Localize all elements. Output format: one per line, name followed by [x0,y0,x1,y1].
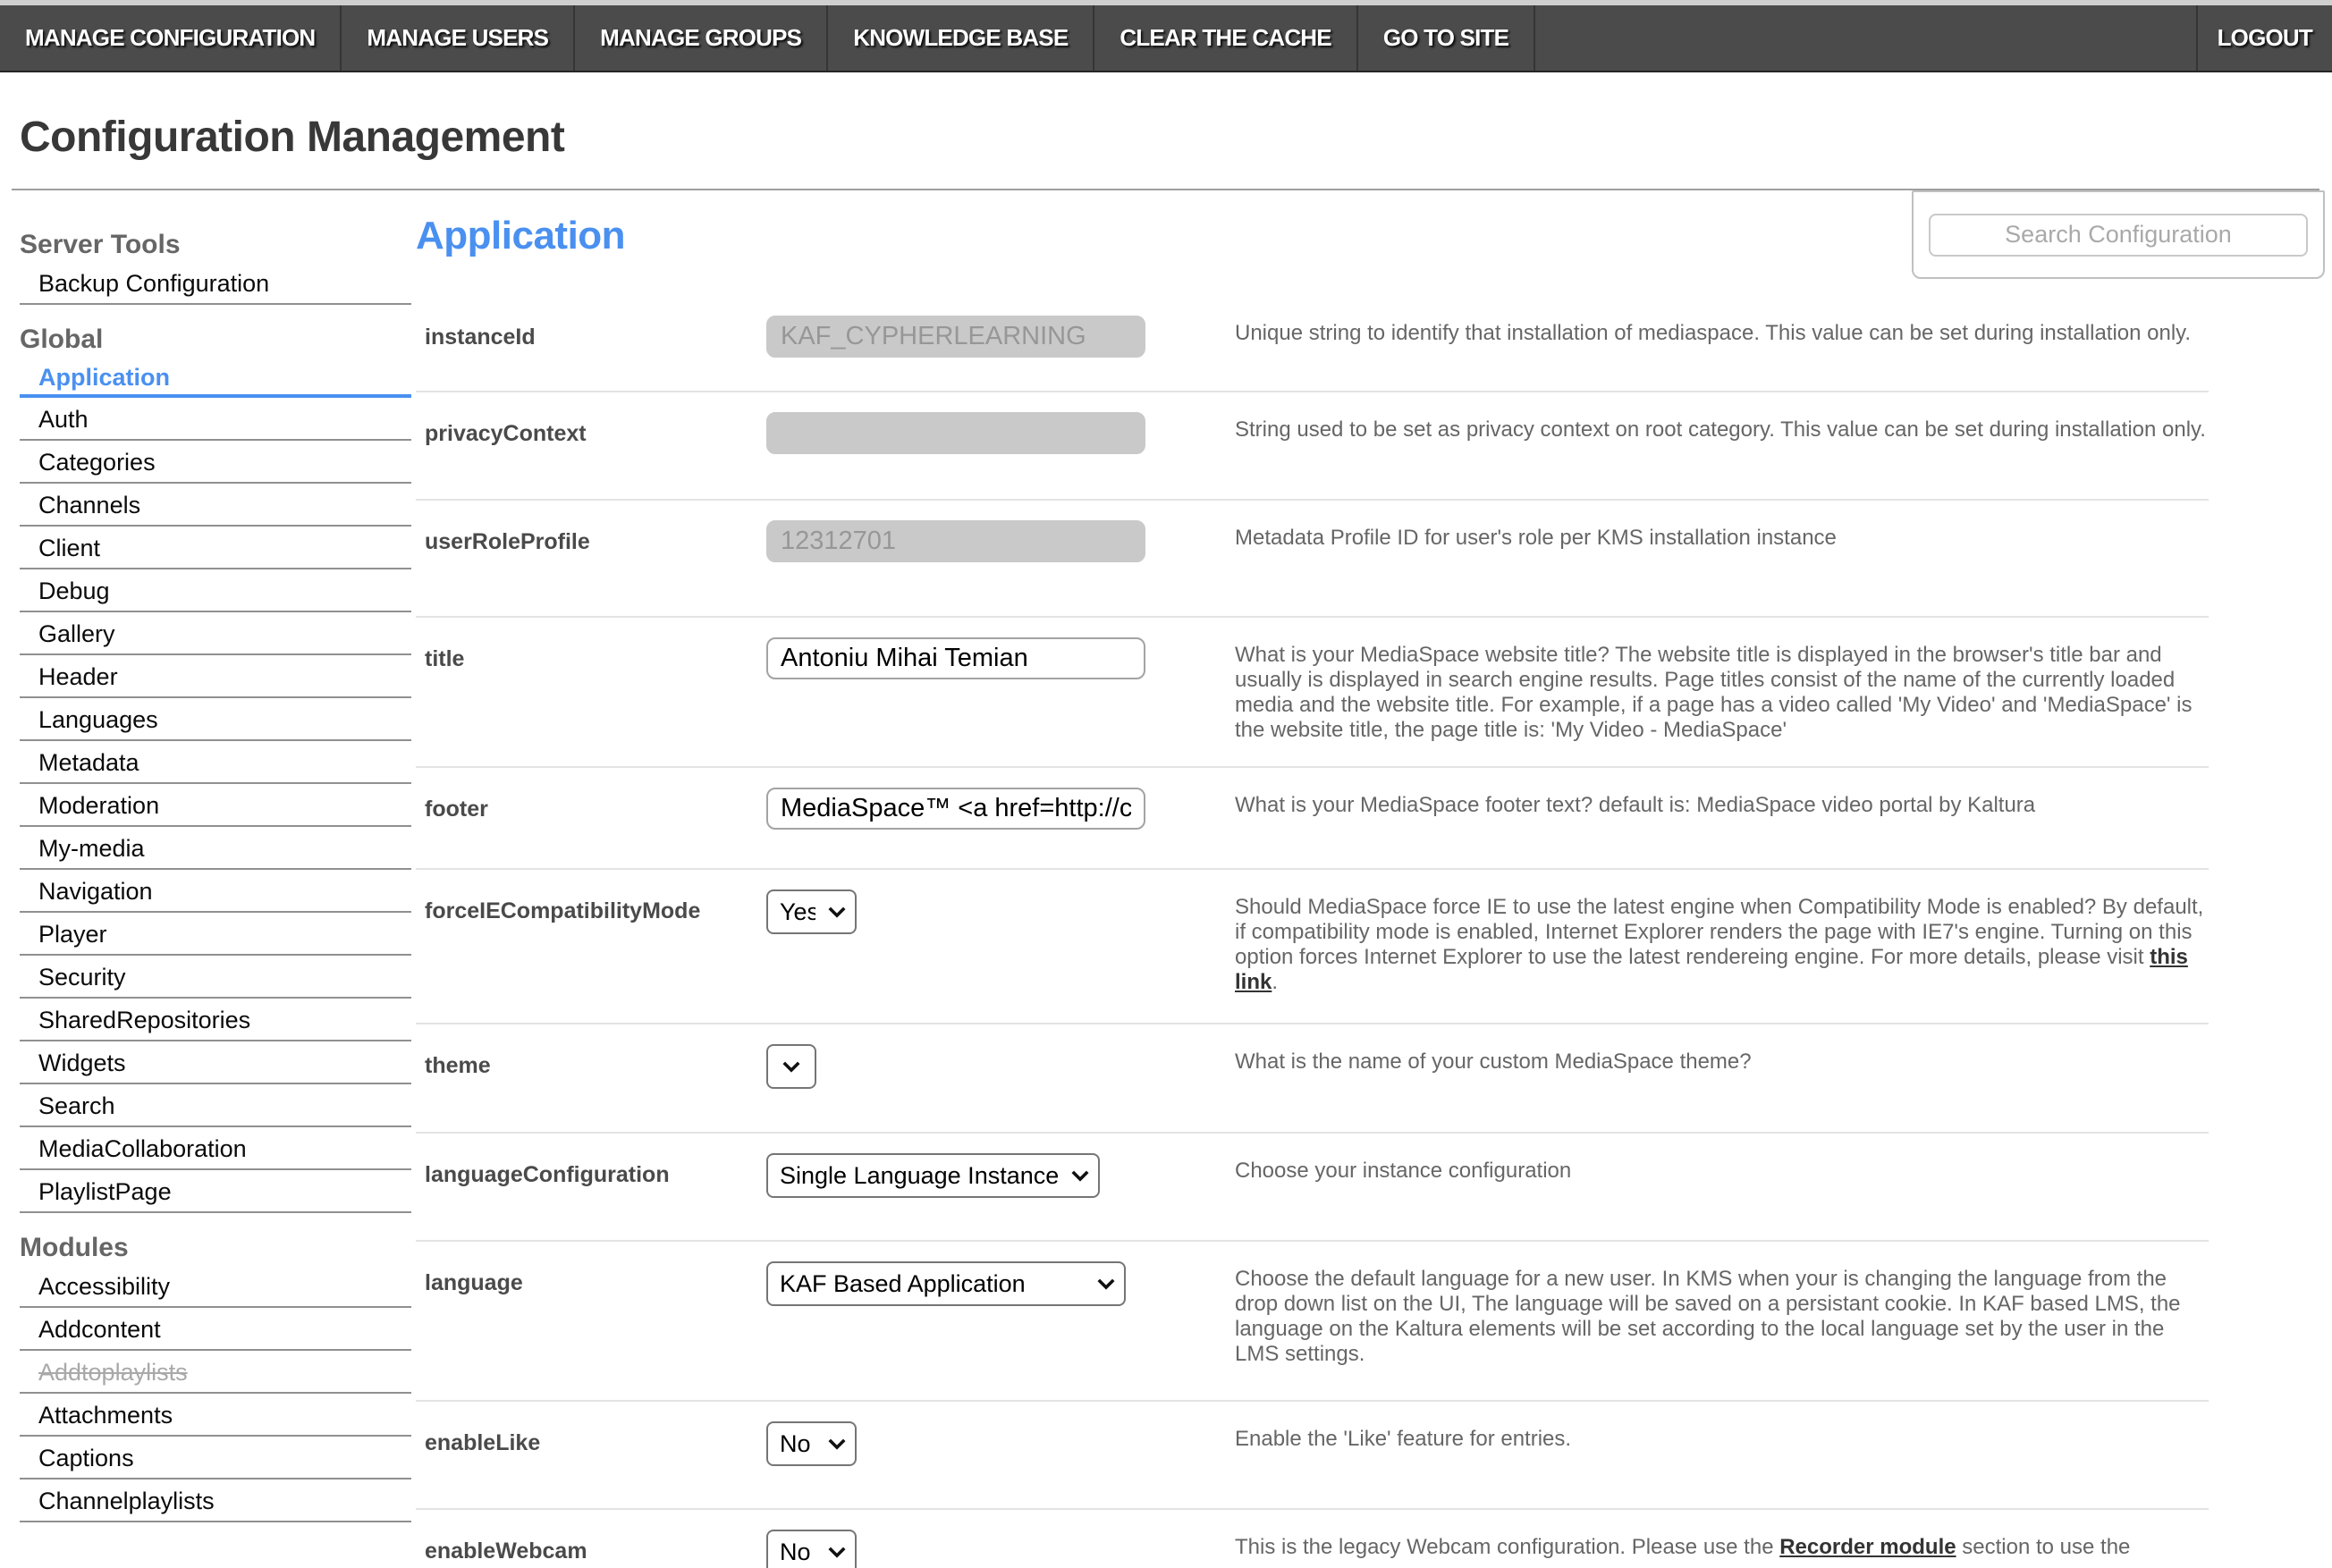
field-label: forceIECompatibilityMode [425,898,701,923]
title-input[interactable] [766,637,1145,679]
field-label: theme [425,1053,491,1078]
content-area [0,190,2332,1568]
sidebar-section-server-tools: Server Tools [20,230,181,259]
sidebar-item-channels[interactable]: Channels [20,484,411,527]
sidebar-item-auth[interactable]: Auth [20,398,411,441]
sidebar-item-channelplaylists[interactable]: Channelplaylists [20,1479,411,1522]
this-link[interactable]: this link [1235,945,2188,994]
sidebar-item-backup-configuration[interactable]: Backup Configuration [20,262,411,305]
nav-manage-groups[interactable]: MANAGE GROUPS [575,5,828,71]
nav-go-to-site[interactable]: GO TO SITE [1358,5,1535,71]
nav-manage-configuration[interactable]: MANAGE CONFIGURATION [0,5,342,71]
config-row-footer [416,768,2209,870]
sidebar-item-accessibility[interactable]: Accessibility [20,1265,411,1308]
field-description: Should MediaSpace force IE to use the latest engine when Compatibility Mode is enabled? By default, if compatibility mode is enabled, Internet Explorer renders the page with IE7's engine. Turning on this option forces Internet Explorer to use the latest rendereing engine. For more details, please visit this link. [1235,895,2204,994]
config-row-title [416,618,2209,768]
main-panel [411,190,2332,1568]
config-row-privacycontext [416,392,2209,501]
field-label: title [425,646,465,671]
sidebar-item-client[interactable]: Client [20,527,411,569]
field-label: languageConfiguration [425,1162,670,1187]
sidebar-item-categories[interactable]: Categories [20,441,411,484]
enablelike-select[interactable] [766,1421,857,1466]
search-configuration-input[interactable] [1929,214,2308,257]
sidebar [0,190,411,1522]
page-title: Configuration Management [20,114,565,161]
field-description: Unique string to identify that installation of mediaspace. This value can be set during installation only. [1235,321,2192,345]
sidebar-item-captions[interactable]: Captions [20,1437,411,1479]
field-label: privacyContext [425,421,587,446]
recorder-module-link[interactable]: Recorder module [1779,1535,1956,1559]
config-row-theme [416,1024,2209,1134]
sidebar-item-addcontent[interactable]: Addcontent [20,1308,411,1351]
instanceid-input [766,316,1145,358]
section-heading: Application [416,214,626,257]
sidebar-item-moderation[interactable]: Moderation [20,784,411,827]
config-row-languageconfiguration [416,1134,2209,1242]
config-row-enablewebcam [416,1510,2209,1568]
nav-knowledge-base[interactable]: KNOWLEDGE BASE [828,5,1094,71]
sidebar-item-metadata[interactable]: Metadata [20,741,411,784]
config-row-forceiecompatibilitymode [416,870,2209,1024]
sidebar-item-playlistpage[interactable]: PlaylistPage [20,1170,411,1213]
sidebar-section-global: Global [20,325,104,354]
field-description: This is the legacy Webcam configuration. Please use the Recorder module section to use the [1235,1535,2131,1559]
languageconfiguration-select[interactable] [766,1153,1100,1198]
config-form [416,296,2209,1568]
config-row-userroleprofile [416,501,2209,618]
field-label: language [425,1270,523,1295]
field-description: Enable the 'Like' feature for entries. [1235,1427,1572,1451]
footer-input[interactable] [766,788,1145,830]
config-row-instanceid [416,296,2209,392]
field-description: What is the name of your custom MediaSpace theme? [1235,1050,1752,1074]
top-navigation-bar [0,5,2332,72]
sidebar-item-addtoplaylists[interactable]: Addtoplaylists [20,1351,411,1394]
userroleprofile-input [766,520,1145,562]
modules-list [20,1265,411,1522]
config-row-enablelike [416,1402,2209,1510]
field-label: instanceId [425,325,536,350]
field-label: userRoleProfile [425,529,590,554]
field-description: String used to be set as privacy context on root category. This value can be set during installation only. [1235,417,2206,442]
nav-manage-users[interactable]: MANAGE USERS [342,5,575,71]
sidebar-item-widgets[interactable]: Widgets [20,1041,411,1084]
nav-spacer [1535,5,2195,71]
sidebar-section-modules: Modules [20,1233,129,1262]
language-select[interactable] [766,1261,1126,1306]
sidebar-item-header[interactable]: Header [20,655,411,698]
global-list [20,357,411,1213]
field-description: Metadata Profile ID for user's role per KMS installation instance [1235,526,1837,550]
privacycontext-input [766,412,1145,454]
enablewebcam-select[interactable] [766,1530,857,1568]
sidebar-item-languages[interactable]: Languages [20,698,411,741]
forceiecompatibilitymode-select[interactable] [766,889,857,934]
sidebar-item-debug[interactable]: Debug [20,569,411,612]
sidebar-item-my-media[interactable]: My-media [20,827,411,870]
field-description: What is your MediaSpace footer text? default is: MediaSpace video portal by Kaltura [1235,793,2036,817]
sidebar-item-sharedrepositories[interactable]: SharedRepositories [20,999,411,1041]
field-label: footer [425,797,488,822]
field-label: enableWebcam [425,1538,587,1564]
theme-select[interactable] [766,1044,816,1089]
field-description: Choose the default language for a new user. In KMS when your is changing the language from the drop down list on the UI, The language will be saved on a persistant cookie. In KAF based LMS, the language on the Kaltura elements will be set according to the local language set by the user in the LMS settings. [1235,1267,2181,1366]
nav-logout-button[interactable]: LOGOUT [2196,5,2332,71]
sidebar-item-security[interactable]: Security [20,956,411,999]
field-label: enableLike [425,1430,541,1455]
nav-clear-the-cache[interactable]: CLEAR THE CACHE [1094,5,1357,71]
sidebar-item-application[interactable]: Application [20,357,411,398]
field-description: What is your MediaSpace website title? The website title is displayed in the browser's title bar and usually is displayed in search engine results. Page titles consist of the name of the currently loaded media and the website title. For example, if a page has a video called 'My Video' and 'MediaSpace' is the website title, the page title is: 'My Video - MediaSpace' [1235,643,2193,742]
sidebar-item-mediacollaboration[interactable]: MediaCollaboration [20,1127,411,1170]
sidebar-item-navigation[interactable]: Navigation [20,870,411,913]
sidebar-item-gallery[interactable]: Gallery [20,612,411,655]
sidebar-item-search[interactable]: Search [20,1084,411,1127]
sidebar-item-attachments[interactable]: Attachments [20,1394,411,1437]
sidebar-item-player[interactable]: Player [20,913,411,956]
server-tools-list [20,262,411,305]
config-row-language [416,1242,2209,1402]
search-configuration-panel [1912,190,2325,279]
field-description: Choose your instance configuration [1235,1159,1572,1183]
